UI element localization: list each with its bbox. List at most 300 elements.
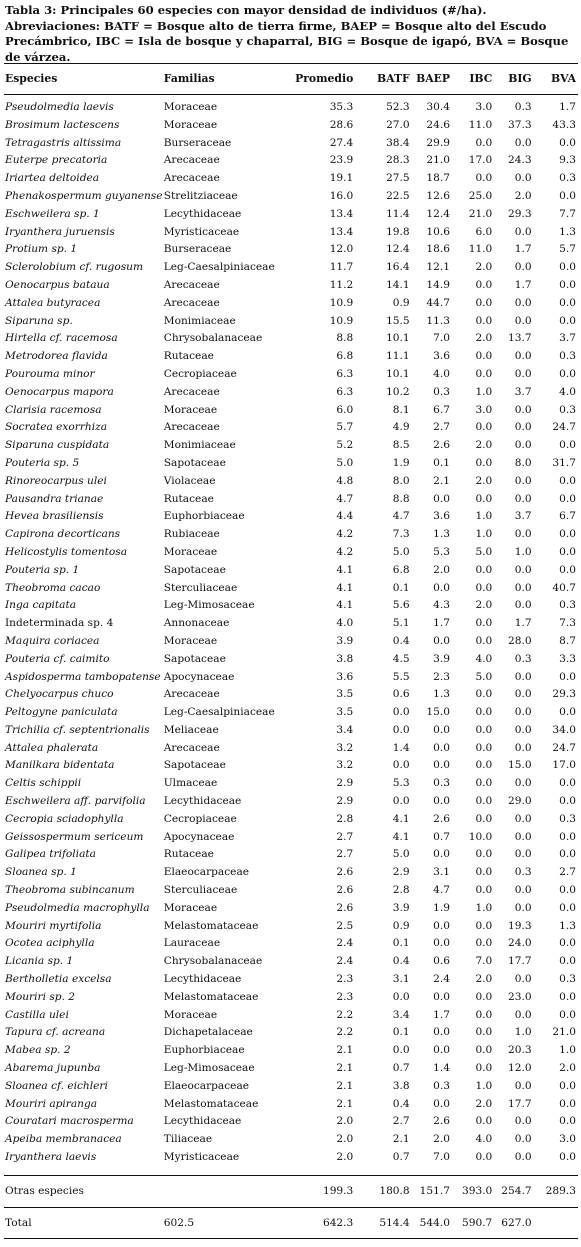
- family-name: Chrysobalanaceae: [163, 332, 263, 345]
- species-name: Hirtella cf. racemosa: [5, 332, 118, 345]
- table-row: [4, 900, 578, 918]
- big-value: 0.0: [514, 670, 532, 683]
- baep-value: 1.7: [433, 1008, 450, 1021]
- promedio-value: 4.0: [336, 617, 354, 630]
- table-row: [4, 95, 578, 117]
- bva-value: 0.0: [559, 296, 576, 309]
- family-name: Arecaceae: [163, 421, 220, 434]
- ibc-value: 0.0: [475, 367, 493, 380]
- big-value: 13.7: [508, 332, 532, 345]
- table-row: [4, 989, 578, 1007]
- table-row: [4, 722, 578, 740]
- species-name: Phenakospermum guyanense: [5, 189, 163, 202]
- ibc-value: 2.0: [475, 439, 493, 452]
- batf-value: 8.5: [392, 439, 410, 452]
- baep-value: 3.9: [433, 652, 450, 665]
- batf-value: 8.8: [392, 492, 410, 505]
- family-name: Arecaceae: [163, 296, 220, 309]
- batf-value: 0.0: [392, 759, 410, 772]
- big-value: 0.0: [514, 136, 532, 149]
- promedio-value: 35.3: [329, 101, 354, 113]
- batf-value: 8.1: [392, 403, 410, 416]
- species-name: Sloanea sp. 1: [5, 866, 77, 879]
- big-value: 0.0: [514, 225, 532, 238]
- batf-value: 2.8: [392, 884, 410, 897]
- promedio-value: 4.7: [336, 492, 354, 505]
- family-name: Melastomataceae: [163, 990, 259, 1003]
- promedio-value: 13.4: [329, 207, 354, 220]
- baep-value: 18.7: [426, 172, 450, 185]
- family-name: Meliaceae: [163, 723, 219, 736]
- big-value: 0.0: [514, 706, 532, 719]
- species-name: Rinoreocarpus ulei: [5, 474, 107, 487]
- big-value: 0.0: [514, 403, 532, 416]
- ibc-value: 0.0: [475, 492, 493, 505]
- promedio-value: 2.0: [336, 1133, 354, 1146]
- table-row: [4, 135, 578, 153]
- summary-body: [4, 1167, 578, 1239]
- ibc-value: 21.0: [468, 207, 493, 220]
- promedio-value: 2.9: [336, 795, 354, 808]
- batf-value: 1.4: [392, 741, 410, 754]
- bva-value: 0.0: [559, 474, 576, 487]
- batf-value: 16.4: [386, 261, 410, 274]
- baep-value: 2.0: [433, 563, 450, 576]
- baep-value: 1.3: [433, 688, 450, 701]
- promedio-value: 2.6: [336, 901, 354, 914]
- bva-value: 0.0: [559, 1115, 576, 1128]
- ibc-value: 4.0: [475, 1133, 493, 1146]
- table-row: [4, 402, 578, 420]
- bva-value: 0.0: [559, 545, 576, 558]
- promedio-value: 2.3: [336, 973, 354, 986]
- batf-value: 5.0: [392, 848, 410, 861]
- family-name: Burseraceae: [163, 243, 232, 256]
- family-name: Arecaceae: [163, 688, 220, 701]
- bva-value: 17.0: [552, 759, 576, 772]
- family-name: Burseraceae: [163, 136, 232, 149]
- big-value: 0.0: [514, 528, 532, 541]
- species-name: Euterpe precatoria: [5, 154, 108, 167]
- species-name: Pouteria sp. 5: [5, 456, 80, 469]
- table-row: [4, 1096, 578, 1114]
- ibc-value: 0.0: [475, 777, 493, 790]
- species-name: Oenocarpus mapora: [5, 385, 114, 398]
- big-value: 0.0: [514, 474, 532, 487]
- baep-value: 3.6: [433, 510, 450, 523]
- family-name: Leg-Mimosaceae: [163, 599, 255, 612]
- baep-value: 21.0: [426, 154, 450, 167]
- table-row: [4, 704, 578, 722]
- species-name: Chelyocarpus chuco: [5, 688, 114, 701]
- baep-value: 0.0: [433, 919, 450, 932]
- bva-value: 0.3: [559, 812, 576, 825]
- table-row: [4, 1042, 578, 1060]
- family-name: Moraceae: [163, 1008, 218, 1021]
- bva-value: 0.0: [559, 1151, 576, 1164]
- table-row: [4, 277, 578, 295]
- big-value: 17.7: [508, 955, 532, 968]
- family-name: Elaeocarpaceae: [163, 1079, 250, 1092]
- batf-value: 10.2: [386, 385, 410, 398]
- batf-value: 3.9: [392, 901, 410, 914]
- batf-value: 7.3: [392, 528, 410, 541]
- baep-value: 11.3: [426, 314, 450, 327]
- family-name: Myristicaceae: [163, 225, 240, 238]
- big-value: 0.3: [514, 866, 532, 879]
- ibc-value: 1.0: [475, 385, 493, 398]
- family-name: Euphorbiaceae: [163, 1044, 245, 1057]
- family-name: Annonaceae: [163, 617, 230, 630]
- baep-value: 4.0: [433, 367, 450, 380]
- species-name: Protium sp. 1: [5, 243, 78, 256]
- batf-value: 11.4: [386, 207, 410, 220]
- family-name: Moraceae: [163, 545, 218, 558]
- bva-value: 0.0: [559, 563, 576, 576]
- bva-value: 1.0: [559, 1044, 576, 1057]
- baep-value: 0.3: [433, 1079, 450, 1092]
- header-row: [4, 64, 578, 95]
- species-name: Hevea brasiliensis: [5, 510, 104, 523]
- batf-value: 38.4: [386, 136, 410, 149]
- promedio-value: 23.9: [329, 154, 354, 167]
- family-name: Moraceae: [163, 403, 218, 416]
- species-name: Celtis schippii: [5, 777, 82, 790]
- ibc-value: 0.0: [475, 634, 493, 647]
- table-body: [4, 95, 578, 1167]
- big-value: 0.0: [514, 723, 532, 736]
- promedio-value: 2.3: [336, 990, 354, 1003]
- baep-value: 1.7: [433, 617, 450, 630]
- bva-value: 0.0: [559, 136, 576, 149]
- baep-value: 10.6: [426, 225, 450, 238]
- bva-value: 8.7: [559, 634, 576, 647]
- batf-value: 14.1: [386, 278, 410, 291]
- batf-value: 0.1: [392, 1026, 410, 1039]
- big-value: 0.0: [514, 581, 532, 594]
- ibc-value: 2.0: [475, 1097, 493, 1110]
- ibc-value: 0.0: [475, 172, 493, 185]
- baep-value: 3.1: [433, 866, 450, 879]
- big-value: 0.0: [514, 296, 532, 309]
- baep-value: 1.3: [433, 528, 450, 541]
- baep-value: 5.3: [433, 545, 450, 558]
- species-name: Pseudolmedia laevis: [5, 101, 114, 113]
- big-value: 20.3: [508, 1044, 532, 1057]
- table-row: [4, 241, 578, 259]
- bva-value: 0.0: [559, 439, 576, 452]
- table-row: [4, 829, 578, 847]
- promedio-value: 2.7: [336, 830, 354, 843]
- total-batf: 642.3: [293, 1207, 362, 1238]
- baep-value: 12.1: [426, 261, 450, 274]
- big-value: 17.7: [508, 1097, 532, 1110]
- species-name: Siparuna cuspidata: [5, 439, 110, 452]
- batf-value: 3.8: [392, 1079, 410, 1092]
- ibc-value: 2.0: [475, 973, 493, 986]
- header-baep: BAEP: [410, 64, 450, 95]
- baep-value: 0.0: [433, 581, 450, 594]
- promedio-value: 5.0: [336, 456, 354, 469]
- ibc-value: 0.0: [475, 421, 493, 434]
- species-name: Iryanthera juruensis: [5, 225, 115, 238]
- promedio-value: 2.1: [336, 1062, 354, 1075]
- species-name: Sloanea cf. eichleri: [5, 1079, 108, 1092]
- big-value: 0.0: [514, 367, 532, 380]
- ibc-value: 11.0: [468, 243, 493, 256]
- bva-value: 7.3: [559, 617, 576, 630]
- ibc-value: 0.0: [475, 723, 493, 736]
- batf-value: 10.1: [386, 367, 410, 380]
- header-ibc: IBC: [450, 64, 492, 95]
- family-name: Ulmaceae: [163, 777, 218, 790]
- ibc-value: 0.0: [475, 136, 493, 149]
- bva-value: 24.7: [552, 421, 576, 434]
- batf-value: 15.5: [386, 314, 410, 327]
- bva-value: 4.0: [559, 385, 576, 398]
- table-row: [4, 117, 578, 135]
- species-name: Mouriri myrtifolia: [5, 919, 102, 932]
- big-value: 24.0: [508, 937, 532, 950]
- ibc-value: 3.0: [475, 403, 493, 416]
- ibc-value: 1.0: [475, 901, 493, 914]
- promedio-value: 8.8: [336, 332, 354, 345]
- table-row: [4, 206, 578, 224]
- promedio-value: 16.0: [329, 189, 354, 202]
- big-value: 0.0: [514, 314, 532, 327]
- ibc-value: 2.0: [475, 474, 493, 487]
- batf-value: 0.4: [392, 955, 410, 968]
- batf-value: 0.1: [392, 581, 410, 594]
- big-value: 0.0: [514, 973, 532, 986]
- species-name: Theobroma cacao: [5, 581, 101, 594]
- species-name: Ocotea aciphylla: [5, 937, 95, 950]
- batf-value: 2.1: [392, 1133, 410, 1146]
- baep-value: 0.0: [433, 634, 450, 647]
- baep-value: 0.3: [433, 777, 450, 790]
- big-value: 0.0: [514, 1151, 532, 1164]
- species-name: Castilla ulei: [5, 1008, 69, 1021]
- big-value: 0.0: [514, 172, 532, 185]
- batf-value: 27.0: [386, 118, 410, 131]
- promedio-value: 5.7: [336, 421, 354, 434]
- bva-value: 0.0: [559, 367, 576, 380]
- species-name: Mabea sp. 2: [5, 1044, 71, 1057]
- ibc-value: 0.0: [475, 314, 493, 327]
- bva-value: 0.0: [559, 830, 576, 843]
- batf-value: 22.5: [386, 189, 410, 202]
- baep-value: 2.0: [433, 1133, 450, 1146]
- total-row: [4, 1207, 578, 1238]
- big-value: 23.0: [508, 990, 532, 1003]
- family-name: Cecropiaceae: [163, 812, 237, 825]
- family-name: Myristicaceae: [163, 1151, 240, 1164]
- big-value: 29.0: [508, 795, 532, 808]
- batf-value: 5.5: [392, 670, 410, 683]
- table-row: [4, 1149, 578, 1167]
- big-value: 0.0: [514, 812, 532, 825]
- species-name: Indeterminada sp. 4: [5, 617, 114, 630]
- baep-value: 0.0: [433, 1044, 450, 1057]
- family-name: Apocynaceae: [163, 670, 235, 683]
- species-name: Abarema jupunba: [5, 1062, 101, 1075]
- big-value: 0.0: [514, 830, 532, 843]
- promedio-value: 4.2: [336, 528, 354, 541]
- big-value: 37.3: [508, 118, 532, 131]
- ibc-value: 0.0: [475, 759, 493, 772]
- family-name: Strelitziaceae: [163, 189, 238, 202]
- family-name: Melastomataceae: [163, 919, 259, 932]
- family-name: Melastomataceae: [163, 1097, 259, 1110]
- baep-value: 0.0: [433, 723, 450, 736]
- batf-value: 3.4: [392, 1008, 410, 1021]
- big-value: 0.3: [514, 652, 532, 665]
- family-name: Monimiaceae: [163, 314, 236, 327]
- promedio-value: 5.2: [336, 439, 354, 452]
- ibc-value: 0.0: [475, 990, 493, 1003]
- promedio-value: 3.4: [336, 723, 354, 736]
- batf-value: 0.7: [392, 1151, 410, 1164]
- table-row: [4, 935, 578, 953]
- big-value: 1.0: [514, 545, 532, 558]
- ibc-value: 0.0: [475, 296, 493, 309]
- family-name: Sapotaceae: [163, 652, 226, 665]
- bva-value: 34.0: [552, 723, 576, 736]
- batf-value: 52.3: [386, 101, 410, 113]
- promedio-value: 6.0: [336, 403, 354, 416]
- family-name: Sterculiaceae: [163, 884, 238, 897]
- species-name: Pouteria cf. caimito: [5, 652, 110, 665]
- ibc-value: 10.0: [468, 830, 493, 843]
- baep-value: 2.7: [433, 421, 450, 434]
- table-row: [4, 295, 578, 313]
- species-name: Aspidosperma tambopatense: [5, 670, 161, 683]
- family-name: Violaceae: [163, 474, 216, 487]
- ibc-value: 7.0: [475, 955, 493, 968]
- bva-value: 0.0: [559, 1079, 576, 1092]
- batf-value: 6.8: [392, 563, 410, 576]
- big-value: 0.0: [514, 901, 532, 914]
- bva-value: 0.0: [559, 670, 576, 683]
- promedio-value: 2.5: [336, 919, 354, 932]
- table-row: [4, 455, 578, 473]
- batf-value: 0.6: [392, 688, 410, 701]
- big-value: 1.7: [514, 243, 532, 256]
- bva-value: 3.3: [559, 652, 576, 665]
- batf-value: 0.1: [392, 937, 410, 950]
- bva-value: 0.0: [559, 777, 576, 790]
- bva-value: 2.0: [559, 1062, 576, 1075]
- ibc-value: 0.0: [475, 581, 493, 594]
- baep-value: 24.6: [426, 118, 450, 131]
- species-name: Tetragastris altissima: [5, 136, 122, 149]
- batf-value: 4.7: [392, 510, 410, 523]
- baep-value: 15.0: [426, 706, 450, 719]
- table-caption: Tabla 3: Principales 60 especies con mayor densidad de individuos (#/ha). Abreviaciones: BATF = Bosque alto de tierra firme, BAEP = Bosque alto del Escudo Precámbrico, IBC = Isla de bosque y chaparral, BIG = Bosque de igapó, BVA = Bosque de várzea.: [5, 3, 569, 64]
- baep-value: 0.6: [433, 955, 450, 968]
- family-name: Moraceae: [163, 101, 218, 113]
- table-row: [4, 793, 578, 811]
- ibc-value: 25.0: [468, 189, 493, 202]
- otras-promedio: 199.3: [293, 1175, 362, 1207]
- big-value: 0.0: [514, 1133, 532, 1146]
- table-row: [4, 597, 578, 615]
- table-row: [4, 740, 578, 758]
- batf-value: 1.9: [392, 456, 410, 469]
- family-name: Apocynaceae: [163, 830, 235, 843]
- family-name: Rubiaceae: [163, 528, 220, 541]
- big-value: 0.0: [514, 350, 532, 363]
- table-row: [4, 633, 578, 651]
- baep-value: 2.6: [433, 812, 450, 825]
- table-row: [4, 544, 578, 562]
- ibc-value: 3.0: [475, 101, 493, 113]
- promedio-value: 4.1: [336, 599, 354, 612]
- ibc-value: 4.0: [475, 652, 493, 665]
- family-name: Lecythidaceae: [163, 795, 242, 808]
- promedio-value: 2.2: [336, 1026, 354, 1039]
- batf-value: 11.1: [386, 350, 410, 363]
- species-name: Iryanthera laevis: [5, 1151, 97, 1164]
- bva-value: 0.0: [559, 706, 576, 719]
- promedio-value: 2.0: [336, 1115, 354, 1128]
- family-name: Sapotaceae: [163, 759, 226, 772]
- species-name: Tapura cf. acreana: [5, 1026, 106, 1039]
- bva-value: 24.7: [552, 741, 576, 754]
- bva-value: 29.3: [552, 688, 576, 701]
- species-name: Brosimum lactescens: [5, 118, 120, 131]
- bva-value: 0.0: [559, 848, 576, 861]
- baep-value: 0.0: [433, 848, 450, 861]
- big-value: 0.0: [514, 439, 532, 452]
- total-baep: 514.4: [361, 1207, 409, 1238]
- species-name: Capirona decorticans: [5, 528, 121, 541]
- bva-value: 0.0: [559, 901, 576, 914]
- family-name: Lauraceae: [163, 937, 221, 950]
- table-row: [4, 918, 578, 936]
- ibc-value: 1.0: [475, 1079, 493, 1092]
- header-bva: BVA: [532, 64, 578, 95]
- otras-bva: 289.3: [532, 1175, 578, 1207]
- table-row: [4, 864, 578, 882]
- total-big: 590.7: [450, 1207, 492, 1238]
- family-name: Cecropiaceae: [163, 367, 237, 380]
- family-name: Leg-Caesalpiniaceae: [163, 706, 275, 719]
- baep-value: 2.6: [433, 1115, 450, 1128]
- family-name: Lecythidaceae: [163, 1115, 242, 1128]
- big-value: 15.0: [508, 759, 532, 772]
- bva-value: 9.3: [559, 154, 576, 167]
- baep-value: 7.0: [433, 1151, 450, 1164]
- table-row: [4, 1007, 578, 1025]
- species-name: Pausandra trianae: [5, 492, 104, 505]
- bva-value: 0.0: [559, 884, 576, 897]
- promedio-value: 3.6: [336, 670, 354, 683]
- big-value: 0.0: [514, 848, 532, 861]
- baep-value: 4.7: [433, 884, 450, 897]
- family-name: Moraceae: [163, 634, 218, 647]
- ibc-value: 1.0: [475, 528, 493, 541]
- promedio-value: 4.2: [336, 545, 354, 558]
- table-row: [4, 1131, 578, 1149]
- bva-value: 1.7: [559, 101, 576, 113]
- bva-value: 0.0: [559, 937, 576, 950]
- family-name: Arecaceae: [163, 172, 220, 185]
- promedio-value: 2.1: [336, 1079, 354, 1092]
- big-value: 0.0: [514, 261, 532, 274]
- ibc-value: 0.0: [475, 919, 493, 932]
- big-value: 1.7: [514, 617, 532, 630]
